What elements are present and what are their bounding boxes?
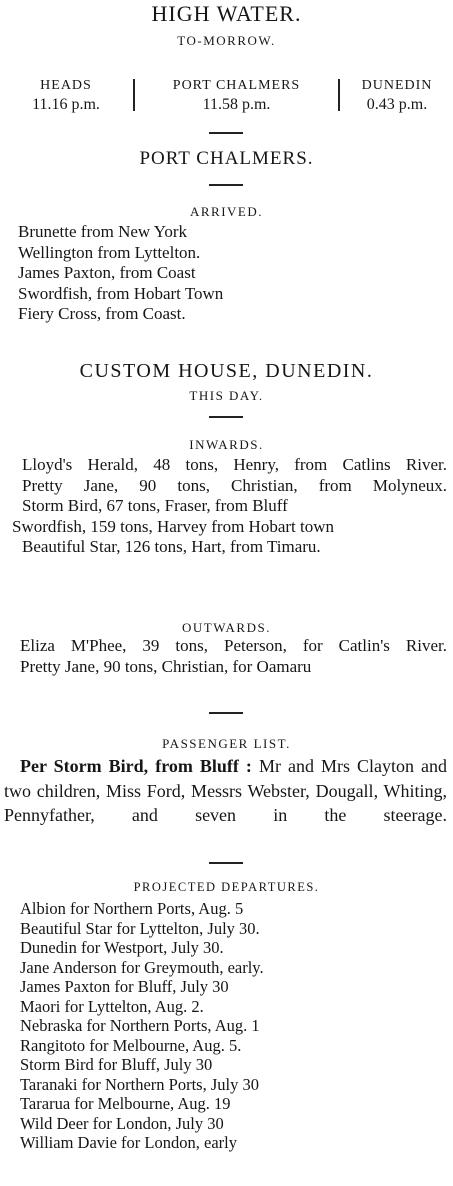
list-item: Fiery Cross, from Coast. — [18, 304, 186, 323]
tide-divider — [133, 79, 135, 111]
divider — [209, 712, 243, 714]
list-item: Beautiful Star, 126 tons, Hart, from Timaru. — [22, 537, 321, 556]
high-water-subtitle: TO-MORROW. — [177, 33, 276, 48]
passenger-list — [4, 754, 447, 828]
list-item: Wellington from Lyttelton. — [18, 242, 201, 262]
passenger-list-text: Mr and Mrs Clayton and two children, Miss Ford, Messrs Webster, Dougall, Whiting, Pennyfather, and seven in the steerage. — [4, 756, 448, 825]
list-item: Taranaki for Northern Ports, July 30 — [20, 1074, 259, 1094]
list-item: Maori for Lyttelton, Aug. 2. — [20, 996, 204, 1016]
list-item: Tararua for Melbourne, Aug. 19 — [20, 1094, 231, 1113]
list-item: Swordfish, 159 tons, Harvey from Hobart town — [12, 516, 335, 536]
list-item: James Paxton, from Coast — [18, 263, 196, 282]
tide-table — [0, 76, 453, 114]
list-item: Lloyd's Herald, 48 tons, Henry, from Catlins River. — [22, 455, 447, 474]
departures-heading: PROJECTED DEPARTURES. — [133, 880, 320, 894]
list-item: Eliza M'Phee, 39 tons, Peterson, for Catlin's River. — [20, 636, 447, 655]
list-item: Brunette from New York — [18, 222, 188, 241]
port-chalmers-title: PORT CHALMERS. — [139, 148, 314, 169]
passenger-list-lead: Per Storm Bird, from Bluff : — [20, 756, 252, 776]
list-item: Nebraska for Northern Ports, Aug. 1 — [20, 1016, 260, 1035]
tide-place: HEADS — [40, 78, 92, 93]
inwards-heading: INWARDS. — [189, 437, 264, 452]
list-item: Wild Deer for London, July 30 — [20, 1113, 224, 1133]
tide-port-chalmers — [142, 76, 332, 114]
list-item: James Paxton for Bluff, July 30 — [20, 977, 229, 996]
tide-divider — [338, 79, 340, 111]
departures-list — [20, 899, 264, 1153]
passenger-list-heading: PASSENGER LIST. — [162, 736, 291, 751]
list-item: Storm Bird for Bluff, July 30 — [20, 1055, 213, 1074]
list-item: Albion for Northern Ports, Aug. 5 — [20, 899, 244, 918]
custom-house-subtitle: THIS DAY. — [189, 388, 264, 403]
tide-place: PORT CHALMERS — [172, 78, 301, 93]
list-item: Storm Bird, 67 tons, Fraser, from Bluff — [22, 496, 288, 515]
divider — [209, 132, 243, 134]
outwards-heading: OUTWARDS. — [182, 620, 271, 635]
list-item: Pretty Jane, 90 tons, Christian, from Molyneux. — [22, 475, 447, 495]
arrived-heading: ARRIVED. — [189, 204, 264, 219]
tide-time: 0.43 p.m. — [366, 96, 428, 113]
tide-time: 11.16 p.m. — [32, 96, 100, 113]
divider — [209, 416, 243, 418]
tide-dunedin — [347, 76, 447, 114]
tide-place: DUNEDIN — [361, 78, 433, 93]
list-item: Beautiful Star for Lyttelton, July 30. — [20, 918, 260, 938]
list-item: Jane Anderson for Greymouth, early. — [20, 957, 264, 977]
list-item: Dunedin for Westport, July 30. — [20, 938, 224, 957]
outwards-list — [4, 636, 447, 677]
tide-time: 11.58 p.m. — [202, 96, 271, 113]
list-item: Swordfish, from Hobart Town — [18, 283, 224, 303]
list-item: Pretty Jane, 90 tons, Christian, for Oamaru — [20, 656, 312, 676]
divider — [209, 184, 243, 186]
arrived-list — [18, 222, 223, 325]
list-item: William Davie for London, early — [20, 1133, 237, 1152]
high-water-title: HIGH WATER. — [151, 1, 302, 26]
divider — [209, 862, 243, 864]
list-item: Rangitoto for Melbourne, Aug. 5. — [20, 1035, 242, 1055]
tide-heads — [6, 76, 126, 114]
custom-house-title: CUSTOM HOUSE, DUNEDIN. — [79, 360, 374, 382]
inwards-list — [4, 455, 447, 558]
